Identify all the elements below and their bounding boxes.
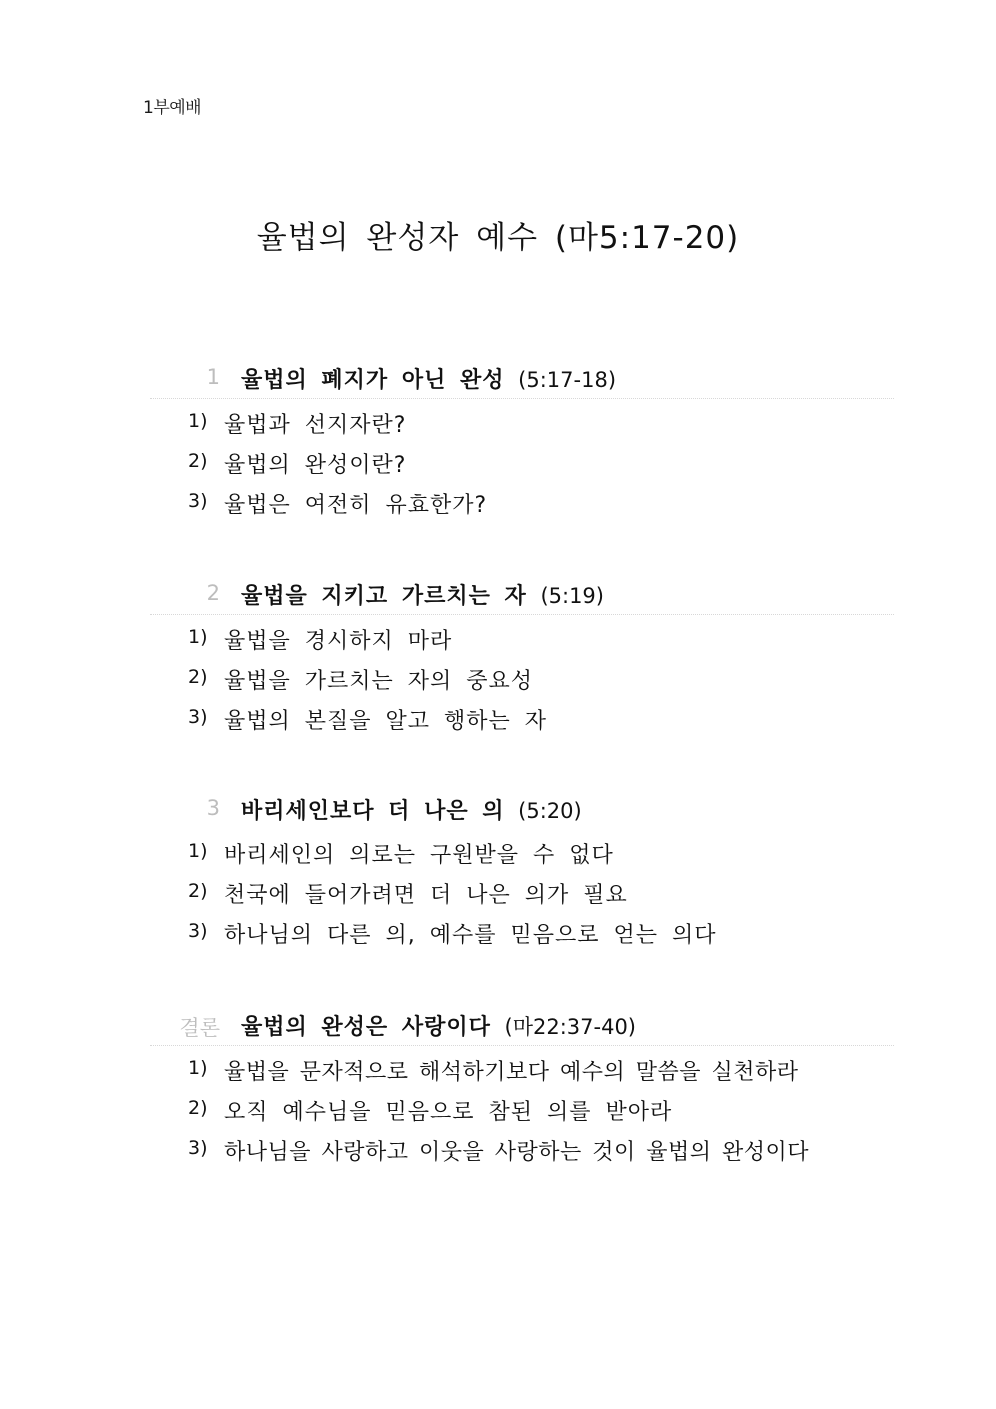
list-item bbox=[150, 479, 894, 519]
item-number: 3) bbox=[188, 490, 208, 512]
section-title bbox=[241, 794, 582, 825]
item-number: 3) bbox=[188, 706, 208, 728]
section-title-text: 율법을 지키고 가르치는 자 bbox=[241, 584, 527, 609]
list-item bbox=[150, 1126, 894, 1166]
sermon-title: 율법의 완성자 예수 (마5:17-20) bbox=[256, 220, 740, 256]
section-heading bbox=[150, 1005, 894, 1046]
list-item bbox=[150, 829, 894, 869]
section-title-text: 바리세인보다 더 나은 의 bbox=[241, 799, 505, 824]
item-text: 바리세인의 의로는 구원받을 수 없다 bbox=[224, 843, 614, 868]
list-item bbox=[150, 869, 894, 909]
list-item bbox=[150, 909, 894, 949]
item-text: 천국에 들어가려면 더 나은 의가 필요 bbox=[224, 883, 628, 908]
list-item bbox=[150, 1086, 894, 1126]
list-item bbox=[150, 655, 894, 695]
section-title bbox=[241, 579, 604, 610]
list-item bbox=[150, 615, 894, 655]
section-point-list bbox=[150, 1046, 894, 1166]
section-1 bbox=[150, 358, 894, 519]
item-number: 1) bbox=[188, 410, 208, 432]
section-number: 2 bbox=[206, 581, 220, 605]
list-item bbox=[150, 695, 894, 735]
item-text: 오직 예수님을 믿음으로 참된 의를 받아라 bbox=[224, 1100, 673, 1125]
item-text: 율법의 완성이란? bbox=[224, 453, 407, 478]
item-text: 율법과 선지자란? bbox=[224, 413, 407, 438]
section-number: 1 bbox=[206, 365, 220, 389]
item-text: 율법은 여전히 유효한가? bbox=[224, 493, 488, 518]
item-number: 1) bbox=[188, 840, 208, 862]
item-number: 3) bbox=[188, 1137, 208, 1159]
item-text: 율법을 경시하지 마라 bbox=[224, 629, 453, 654]
item-text: 하나님을 사랑하고 이웃을 사랑하는 것이 율법의 완성이다 bbox=[224, 1140, 810, 1165]
item-number: 2) bbox=[188, 880, 208, 902]
item-text: 하나님의 다른 의, 예수를 믿음으로 얻는 의다 bbox=[224, 923, 717, 948]
section-title bbox=[241, 1010, 636, 1041]
section-reference: (마22:37-40) bbox=[504, 1015, 637, 1039]
item-text: 율법의 본질을 알고 행하는 자 bbox=[224, 709, 547, 734]
section-3 bbox=[150, 789, 894, 949]
section-conclusion bbox=[150, 1005, 894, 1166]
section-heading bbox=[150, 789, 894, 829]
section-title-text: 율법의 완성은 사랑이다 bbox=[241, 1015, 491, 1040]
service-label: 1부예배 bbox=[143, 98, 202, 118]
section-heading bbox=[150, 358, 894, 399]
section-number: 3 bbox=[206, 796, 220, 820]
item-text: 율법을 문자적으로 해석하기보다 예수의 말씀을 실천하라 bbox=[224, 1060, 799, 1085]
list-item bbox=[150, 439, 894, 479]
section-number: 결론 bbox=[179, 1016, 220, 1040]
section-reference: (5:20) bbox=[518, 799, 582, 823]
section-heading bbox=[150, 574, 894, 615]
list-item bbox=[150, 1046, 894, 1086]
item-text: 율법을 가르치는 자의 중요성 bbox=[224, 669, 534, 694]
section-reference: (5:19) bbox=[540, 584, 604, 608]
section-reference: (5:17-18) bbox=[518, 368, 617, 392]
section-2 bbox=[150, 574, 894, 735]
section-title-text: 율법의 폐지가 아닌 완성 bbox=[241, 368, 505, 393]
item-number: 2) bbox=[188, 1097, 208, 1119]
list-item bbox=[150, 399, 894, 439]
section-point-list bbox=[150, 615, 894, 735]
item-number: 2) bbox=[188, 666, 208, 688]
section-point-list bbox=[150, 829, 894, 949]
item-number: 1) bbox=[188, 1057, 208, 1079]
section-title bbox=[241, 363, 616, 394]
section-point-list bbox=[150, 399, 894, 519]
item-number: 3) bbox=[188, 920, 208, 942]
item-number: 1) bbox=[188, 626, 208, 648]
item-number: 2) bbox=[188, 450, 208, 472]
